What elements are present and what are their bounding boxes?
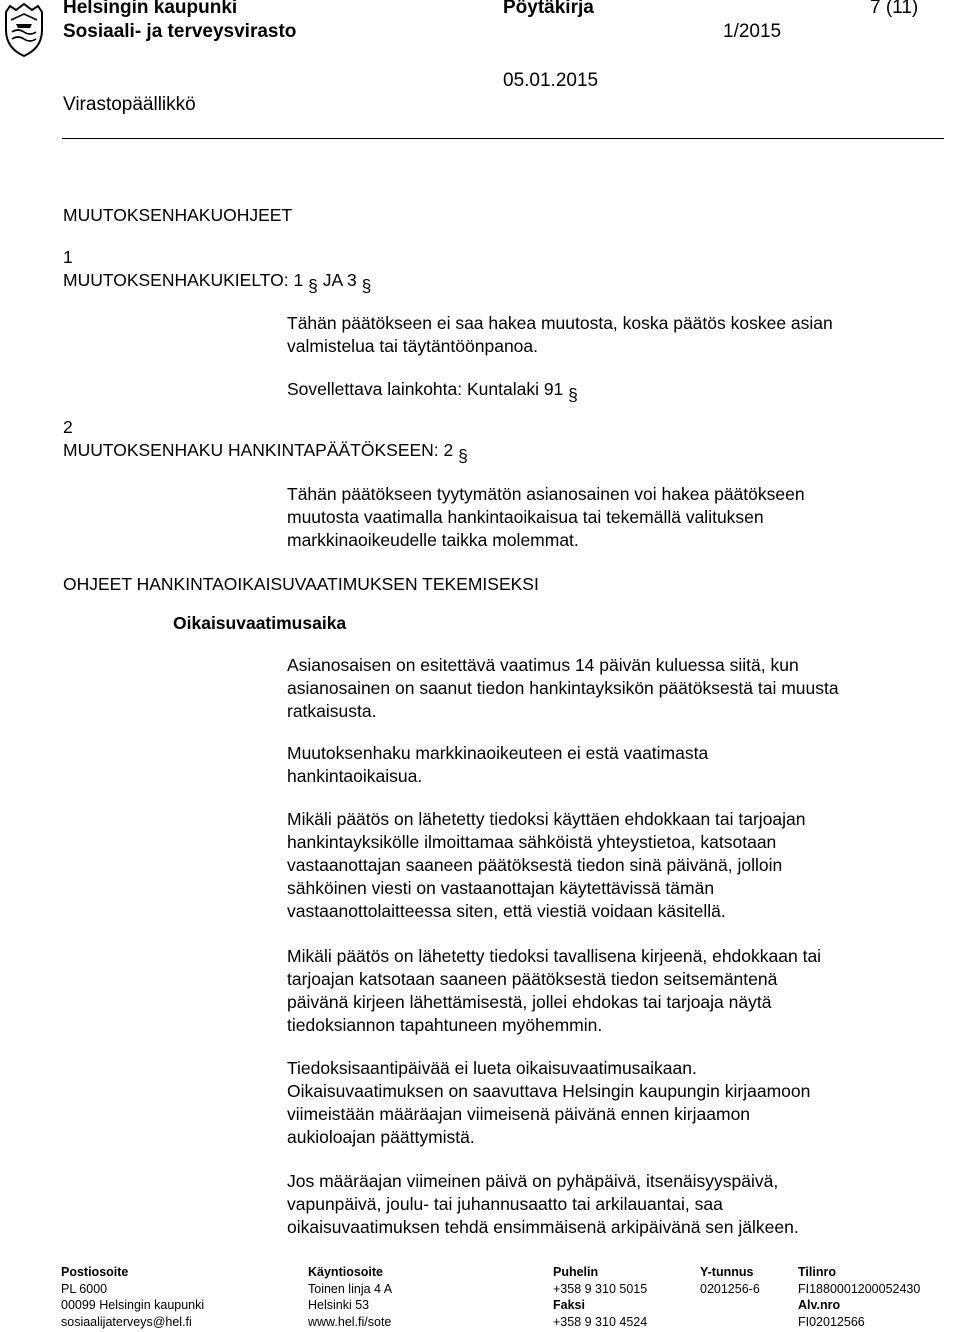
section-1-paragraph-2 xyxy=(287,378,578,405)
text-line: valmistelua tai täytäntöönpanoa. xyxy=(287,336,538,356)
helsinki-crest-logo xyxy=(2,2,46,58)
text-line: Tähän päätökseen tyytymätön asianosainen voi hakea päätökseen xyxy=(287,484,805,504)
text-line: vastaanottajan saaneen päätöksestä tiedon sinä päivänä, jolloin xyxy=(287,855,783,875)
decision-maker: Virastopäällikkö xyxy=(63,94,196,115)
footer-line: +358 9 310 5015 xyxy=(553,1281,648,1296)
footer-line: FI02012566 xyxy=(798,1314,865,1329)
footer-heading: Y-tunnus xyxy=(700,1265,754,1279)
section-2-title xyxy=(63,440,468,466)
section-sign: § xyxy=(308,276,318,296)
text-line: viimeistään määräajan viimeisenä päivänä ennen kirjaamon xyxy=(287,1104,751,1124)
text-line: sähköinen viesti on vastaanottajan käytettävissä tämän xyxy=(287,878,715,898)
instruction-paragraph-1 xyxy=(287,654,839,723)
footer-heading: Alv.nro xyxy=(798,1298,841,1312)
text-line: vapunpäivä, joulu- tai juhannusaatto tai arkilauantai, saa xyxy=(287,1194,723,1214)
section-1-paragraph-1 xyxy=(287,312,833,358)
footer-email[interactable]: sosiaalijaterveys@hel.fi xyxy=(61,1314,192,1329)
text-line: hankintaoikaisua. xyxy=(287,766,423,786)
text-line: hankintayksikölle ilmoittamaa sähköistä yhteystietoa, katsotaan xyxy=(287,832,777,852)
main-title: MUUTOKSENHAKUOHJEET xyxy=(63,205,293,225)
text-line: tiedoksiannon tapahtuneen myöhemmin. xyxy=(287,1015,603,1035)
section-1-title-and: JA 3 xyxy=(322,270,357,290)
org-name: Helsingin kaupunki xyxy=(63,0,238,18)
text-line: aukioloajan päättymistä. xyxy=(287,1127,475,1147)
instruction-paragraph-3 xyxy=(287,808,806,923)
text-line: Mikäli päätös on lähetetty tiedoksi käyttäen ehdokkaan tai tarjoajan xyxy=(287,809,806,829)
instruction-paragraph-2 xyxy=(287,742,708,788)
text-line: Tiedoksisaantipäivää ei lueta oikaisuvaatimusaikaan. xyxy=(287,1058,697,1078)
footer-postal-address xyxy=(61,1264,204,1330)
document-date: 05.01.2015 xyxy=(503,70,599,91)
footer-phone xyxy=(553,1264,647,1330)
instruction-paragraph-6 xyxy=(287,1170,799,1239)
footer-line: PL 6000 xyxy=(61,1281,108,1296)
footer-line: +358 9 310 4524 xyxy=(553,1314,648,1329)
footer-line: Toinen linja 4 A xyxy=(308,1281,393,1296)
text-line: oikaisuvaatimuksen tehdä ensimmäisenä arkipäivänä sen jälkeen. xyxy=(287,1217,799,1237)
text-line: vastaanottolaitteessa siten, että viestiä voidaan käsitellä. xyxy=(287,901,726,921)
section-1-title-text: MUUTOKSENHAKUKIELTO: 1 xyxy=(63,270,304,290)
text-line: Muutoksenhaku markkinaoikeuteen ei estä vaatimasta xyxy=(287,743,709,763)
instruction-paragraph-4 xyxy=(287,945,821,1037)
text-line: päivänä kirjeen lähettämisestä, jollei ehdokas tai tarjoaja näytä xyxy=(287,992,772,1012)
footer-heading: Tilinro xyxy=(798,1265,836,1279)
footer-heading: Käyntiosoite xyxy=(308,1265,384,1279)
section-2-paragraph-1 xyxy=(287,483,805,552)
instruction-paragraph-5 xyxy=(287,1057,810,1149)
section-3-subtitle: Oikaisuvaatimusaika xyxy=(173,613,347,633)
legal-reference: Sovellettava lainkohta: Kuntalaki 91 xyxy=(287,379,564,399)
footer-heading: Puhelin xyxy=(553,1265,599,1279)
section-sign: § xyxy=(458,446,468,466)
footer-line: 0201256-6 xyxy=(700,1281,760,1296)
text-line: Oikaisuvaatimuksen on saavuttava Helsingin kaupungin kirjaamoon xyxy=(287,1081,811,1101)
section-2-title-text: MUUTOKSENHAKU HANKINTAPÄÄTÖKSEEN: 2 xyxy=(63,440,454,460)
section-3-title: OHJEET HANKINTAOIKAISUVAATIMUKSEN TEKEMISEKSI xyxy=(63,574,539,594)
text-line: tarjoajan katsotaan saaneen päätöksestä tiedon seitsemäntenä xyxy=(287,969,778,989)
section-1-title xyxy=(63,270,372,296)
footer-heading: Postiosoite xyxy=(61,1265,129,1279)
section-sign: § xyxy=(568,385,578,405)
page-number: 7 (11) xyxy=(870,0,919,18)
section-sign: § xyxy=(361,276,372,296)
footer-heading: Faksi xyxy=(553,1298,585,1312)
footer-business-id xyxy=(700,1264,760,1297)
department-name: Sosiaali- ja terveysvirasto xyxy=(63,21,297,42)
section-1-number: 1 xyxy=(63,247,73,267)
footer-visiting-address xyxy=(308,1264,392,1330)
document-type: Pöytäkirja xyxy=(503,0,594,18)
document-number: 1/2015 xyxy=(723,21,782,42)
text-line: asianosainen on saanut tiedon hankintayksikön päätöksestä tai muusta xyxy=(287,678,839,698)
text-line: Mikäli päätös on lähetetty tiedoksi tavallisena kirjeenä, ehdokkaan tai xyxy=(287,946,822,966)
header-divider xyxy=(62,138,944,139)
text-line: markkinaoikeudelle taikka molemmat. xyxy=(287,530,579,550)
text-line: ratkaisusta. xyxy=(287,701,377,721)
text-line: muutosta vaatimalla hankintaoikaisua tai tekemällä valituksen xyxy=(287,507,764,527)
footer-website-link[interactable]: www.hel.fi/sote xyxy=(308,1314,392,1329)
footer-line: 00099 Helsingin kaupunki xyxy=(61,1298,205,1312)
text-line: Jos määräajan viimeinen päivä on pyhäpäivä, itsenäisyyspäivä, xyxy=(287,1171,779,1191)
text-line: Tähän päätökseen ei saa hakea muutosta, koska päätös koskee asian xyxy=(287,313,833,333)
footer-line: Helsinki 53 xyxy=(308,1298,370,1312)
text-line: Asianosaisen on esitettävä vaatimus 14 päivän kuluessa siitä, kun xyxy=(287,655,799,675)
footer-bank-account xyxy=(798,1264,920,1330)
section-2-number: 2 xyxy=(63,417,73,437)
footer-line: FI1880001200052430 xyxy=(798,1281,921,1296)
